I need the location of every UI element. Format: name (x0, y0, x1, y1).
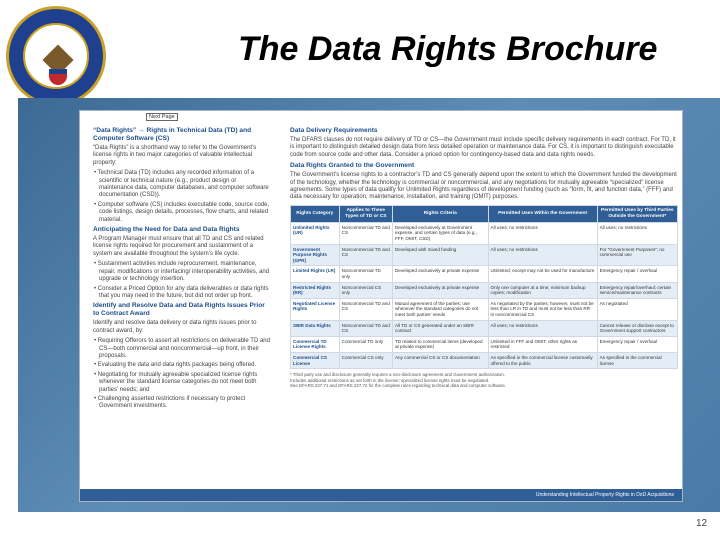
table-notes (290, 372, 678, 389)
section-heading: “Data Rights” → Rights in Technical Data (TD) and Computer Software (CS) (93, 127, 252, 142)
page-number: 12 (696, 518, 708, 529)
paragraph: A Program Manager must ensure that all TD and CS and related license rights required for procurement and sustainment of a system are available throughout the system’s life cycle. (93, 236, 264, 257)
table-cell: Noncommercial TD and CS (339, 298, 392, 320)
section-heading: Identify and Resolve Data and Data Rights Issues Prior to Contract Award (93, 302, 265, 318)
table-cell: All uses; no restrictions (488, 320, 597, 336)
slide-title: The Data Rights Brochure (238, 30, 658, 68)
table-row (291, 352, 678, 368)
table-cell: TD related to commercial items (developed at private expense) (392, 336, 488, 352)
column-header: Rights Category (291, 205, 340, 222)
section-heading: Anticipating the Need for Data and Data Rights (93, 226, 240, 234)
table-header-row (291, 205, 678, 222)
table-cell: SBIR Data Rights (291, 320, 340, 336)
column-header: Permitted Uses by Third Parties Outside the Government* (597, 205, 677, 222)
bullet: • Sustainment activities include reprocurement, maintenance, repair, modifications or interfacing/ interoperability activities, and upgrade or technology insertion. (94, 261, 270, 283)
note: Includes additional restrictions as set forth in the license; specialized license rights must be negotiated. (290, 377, 490, 383)
table-cell: Any commercial CS or CS documentation (392, 352, 488, 368)
table-cell: Emergency repair/overhaul; certain service/maintenance contracts (597, 282, 677, 298)
dod-seal (6, 6, 106, 106)
bullet: • Technical Data (TD) includes any recorded information of a scientific or technical nature (e.g., product design or maintenance data, computer databases, and computer software documentation (CSD)). (94, 170, 269, 199)
table-row (291, 336, 678, 352)
section-heading: Data Rights Granted to the Government (290, 162, 415, 170)
table-row (291, 320, 678, 336)
bullet: • Negotiating for mutually agreeable specialized license rights whenever the standard license categories do not meet both parties’ needs; and (94, 371, 258, 393)
table-cell: Restricted Rights (RR) (291, 282, 340, 298)
table-cell: As negotiated by the parties; however, must not be less than LR in TD and must not be less than RR in noncommercial CS (488, 298, 597, 320)
column-header: Rights Criteria (392, 205, 488, 222)
table-cell: Cannot release or disclose except to Government support contractors (597, 320, 677, 336)
table-cell: Commercial TD only (339, 336, 392, 352)
next-page-button[interactable]: Next Page (146, 113, 178, 121)
table-cell: Commercial TD License Rights (291, 336, 340, 352)
bullet: • Challenging asserted restrictions if necessary to protect Government investments. (94, 395, 246, 410)
seal-center (23, 23, 89, 89)
table-cell: All uses; no restrictions (597, 222, 677, 244)
table-cell: Negotiated License Rights (291, 298, 340, 320)
paragraph: “Data Rights” is a shorthand way to refer to the Government’s license rights in two major categories of valuable intellectual property: (93, 145, 257, 166)
table-cell: Limited Rights (LR) (291, 266, 340, 282)
table-cell: As specified in the commercial license customarily offered to the public (488, 352, 597, 368)
section-heading: Data Delivery Requirements (290, 127, 378, 134)
table-cell: All uses; no restrictions (488, 222, 597, 244)
table-cell: Unlimited in FFF and OMIT; other rights as restricted (488, 336, 597, 352)
table-row (291, 298, 678, 320)
bullet: • Requiring Offerors to assert all restrictions on deliverable TD and CS—both commercial and noncommercial—up front, in their proposals. (94, 338, 270, 359)
table-cell: Unlimited; except may not be used for manufacture (488, 266, 597, 282)
table-cell: Noncommercial TD and CS (339, 320, 392, 336)
table-row (291, 222, 678, 244)
table-cell: Government Purpose Rights (GPR) (291, 244, 340, 266)
shield-icon (49, 69, 67, 85)
table-cell: Noncommercial CS only (339, 282, 392, 298)
table-cell: Commercial CS only (339, 352, 392, 368)
table-cell: Unlimited Rights (UR) (291, 222, 340, 244)
table-row (291, 244, 678, 266)
note: See DFARS 227.71 and DFARS 227.72 for the complete rules regarding technical data and computer software. (290, 383, 506, 389)
bullet: • Computer software (CS) includes executable code, source code, code listings, design details, processes, flow charts, and related material. (94, 201, 270, 223)
table-cell: As specified in the commercial license (597, 352, 677, 368)
left-column (93, 127, 271, 413)
table-cell: Noncommercial TD and CS (339, 222, 392, 244)
brochure-footer: Understanding Intellectual Property Rights in DoD Acquisitions (80, 489, 683, 501)
table-cell: Developed exclusively at private expense (392, 266, 488, 282)
note: * Third party use and disclosure generally requires a non-disclosure agreement and Government authorization. (290, 372, 505, 378)
bullet: • Evaluating the data and data rights packages being offered. (94, 362, 257, 369)
table-cell: Developed exclusively at private expense (392, 282, 488, 298)
table-cell: For “Government Purposes”; no commercial use (597, 244, 677, 266)
table-cell: Noncommercial TD only (339, 266, 392, 282)
paragraph: Identify and resolve data delivery or data rights issues prior to contract award, by: (93, 320, 257, 334)
right-column (290, 127, 678, 389)
brochure-page (79, 110, 683, 502)
column-header: Permitted Uses Within the Government (488, 205, 597, 222)
paragraph: The DFARS clauses do not require delivery of TD or CS—the Government must include specific delivery requirements in each contract. For TD, it is important to distinguish detailed design data from less detailed operation or maintenance data. For CS, it is important to distinguish executable code from source code and other data. Consider a priced option for contingency-based data and data rights needs. (290, 137, 676, 158)
table-cell: All TD or CS generated under an SBIR contract (392, 320, 488, 336)
column-header: Applies to These Types of TD or CS (339, 205, 392, 222)
table-cell: Emergency repair / overhaul (597, 336, 677, 352)
table-row (291, 282, 678, 298)
paragraph: The Government’s license rights to a contractor’s TD and CS generally depend upon the extent to which the Government funded the development of the technology, whether the technology is commercial or noncommercial, and any negotiations for mutually agreeable “specialized” license agreements. Some types of data qualify for Unlimited Rights regardless of development funding (such as “form, fit, and function data,” (FFF) and data necessary for operation, maintenance, installation, and training (OMIT) purposes. (290, 172, 677, 201)
table-cell: As negotiated (597, 298, 677, 320)
table-cell: Only one computer at a time; minimum backup copies; modification (488, 282, 597, 298)
table-cell: Noncommercial TD and CS (339, 244, 392, 266)
table-cell: All uses; no restrictions (488, 244, 597, 266)
rights-table (290, 205, 678, 369)
table-cell: Commercial CS License (291, 352, 340, 368)
table-row (291, 266, 678, 282)
table-cell: Emergency repair / overhaul (597, 266, 677, 282)
table-cell: Mutual agreement of the parties; use whenever the standard categories do not meet both parties’ needs (392, 298, 488, 320)
bullet: • Consider a Priced Option for any data deliverables or data rights that you may need in the future, but did not order up front. (94, 285, 269, 299)
table-cell: Developed with mixed funding (392, 244, 488, 266)
table-cell: Developed exclusively at Government expense, and certain types of data (e.g., FFF, OMIT, CSD) (392, 222, 488, 244)
